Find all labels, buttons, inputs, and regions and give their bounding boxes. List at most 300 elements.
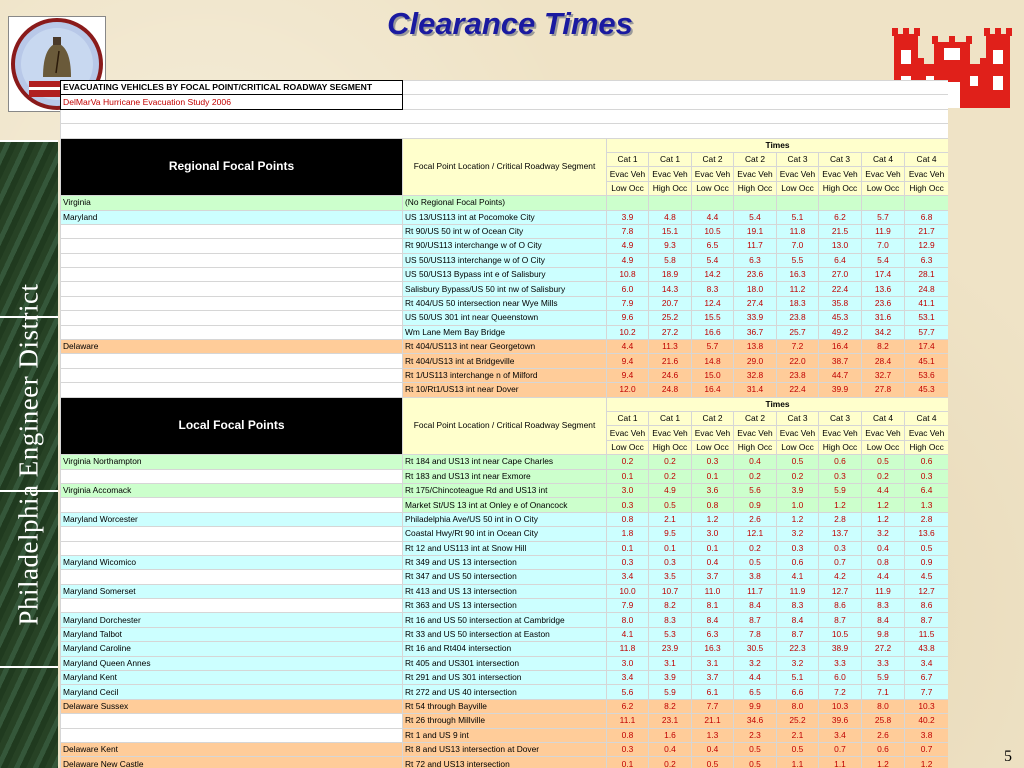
- region-cell: Delaware: [61, 340, 403, 354]
- empty-cell: [61, 124, 949, 138]
- column-header: Low Occ: [607, 440, 649, 454]
- column-header: Evac Veh: [905, 167, 949, 181]
- time-value-cell: 2.3: [734, 728, 777, 742]
- time-value-cell: 53.1: [905, 311, 949, 325]
- time-value-cell: 33.9: [734, 311, 777, 325]
- time-value-cell: 3.1: [692, 656, 734, 670]
- time-value-cell: 12.7: [819, 584, 862, 598]
- time-value-cell: 10.7: [649, 584, 692, 598]
- time-value-cell: 0.2: [649, 757, 692, 768]
- time-value-cell: 38.7: [819, 354, 862, 368]
- time-value-cell: 45.3: [905, 383, 949, 397]
- segment-cell: Rt 405 and US301 intersection: [403, 656, 607, 670]
- segment-cell: Rt 183 and US13 int near Exmore: [403, 469, 607, 483]
- section-heading: Regional Focal Points: [61, 138, 403, 196]
- column-header: Evac Veh: [819, 426, 862, 440]
- region-cell: [61, 268, 403, 282]
- table-row: [61, 757, 949, 768]
- time-value-cell: 9.4: [607, 354, 649, 368]
- time-value-cell: 12.0: [607, 383, 649, 397]
- time-value-cell: 23.6: [862, 296, 905, 310]
- time-value-cell: 6.2: [607, 699, 649, 713]
- region-cell: [61, 527, 403, 541]
- segment-cell: Rt 12 and US113 int at Snow Hill: [403, 541, 607, 555]
- time-value-cell: 13.0: [819, 239, 862, 253]
- time-value-cell: 34.6: [734, 714, 777, 728]
- empty-cell: [61, 109, 949, 123]
- time-value-cell: 0.6: [862, 742, 905, 756]
- time-value-cell: 45.3: [819, 311, 862, 325]
- table-row: [61, 383, 949, 397]
- time-value-cell: 10.8: [607, 268, 649, 282]
- time-value-cell: 15.0: [692, 368, 734, 382]
- region-cell: [61, 253, 403, 267]
- time-value-cell: 1.2: [692, 512, 734, 526]
- time-value-cell: 11.9: [862, 224, 905, 238]
- time-value-cell: 7.7: [692, 699, 734, 713]
- segment-cell: Rt 404/US 50 intersection near Wye Mills: [403, 296, 607, 310]
- time-value-cell: 0.4: [692, 742, 734, 756]
- time-value-cell: 3.3: [819, 656, 862, 670]
- time-value-cell: 0.5: [692, 757, 734, 768]
- time-value-cell: 24.8: [905, 282, 949, 296]
- time-value-cell: 4.4: [862, 483, 905, 497]
- table-row: [61, 282, 949, 296]
- time-value-cell: 3.4: [607, 671, 649, 685]
- time-value-cell: 0.2: [862, 469, 905, 483]
- column-header: Low Occ: [692, 181, 734, 195]
- region-cell: Maryland Cecil: [61, 685, 403, 699]
- segment-cell: Rt 90/US 50 int w of Ocean City: [403, 224, 607, 238]
- time-value-cell: 6.3: [692, 627, 734, 641]
- region-cell: [61, 296, 403, 310]
- column-header: Low Occ: [862, 440, 905, 454]
- time-value-cell: 0.9: [905, 555, 949, 569]
- table-row: [61, 253, 949, 267]
- time-value-cell: 6.8: [905, 210, 949, 224]
- segment-cell: Rt 272 and US 40 intersection: [403, 685, 607, 699]
- time-value-cell: 16.3: [777, 268, 819, 282]
- segment-column-header: Focal Point Location / Critical Roadway Segment: [403, 397, 607, 455]
- column-header: Evac Veh: [905, 426, 949, 440]
- time-value-cell: 2.6: [734, 512, 777, 526]
- time-value-cell: 13.6: [905, 527, 949, 541]
- table-row: [61, 512, 949, 526]
- time-value-cell: 9.6: [607, 311, 649, 325]
- time-value-cell: 0.1: [692, 469, 734, 483]
- table-row: [61, 728, 949, 742]
- time-value-cell: 41.1: [905, 296, 949, 310]
- column-header: Evac Veh: [862, 426, 905, 440]
- time-value-cell: 0.7: [819, 555, 862, 569]
- time-value-cell: 3.5: [649, 570, 692, 584]
- time-value-cell: [692, 196, 734, 210]
- segment-cell: Rt 1 and US 9 int: [403, 728, 607, 742]
- time-value-cell: 8.2: [649, 599, 692, 613]
- time-value-cell: 39.6: [819, 714, 862, 728]
- column-header: Cat 3: [819, 152, 862, 166]
- column-header: Low Occ: [607, 181, 649, 195]
- time-value-cell: 3.2: [777, 527, 819, 541]
- time-value-cell: 0.6: [819, 455, 862, 469]
- table-row: [61, 555, 949, 569]
- time-value-cell: 15.5: [692, 311, 734, 325]
- time-value-cell: 53.6: [905, 368, 949, 382]
- time-value-cell: 32.7: [862, 368, 905, 382]
- time-value-cell: 8.7: [905, 613, 949, 627]
- time-value-cell: 31.4: [734, 383, 777, 397]
- table-row: [61, 642, 949, 656]
- time-value-cell: 0.2: [649, 469, 692, 483]
- segment-cell: Coastal Hwy/Rt 90 int in Ocean City: [403, 527, 607, 541]
- segment-cell: Wm Lane Mem Bay Bridge: [403, 325, 607, 339]
- table-row: [61, 469, 949, 483]
- time-value-cell: 0.1: [607, 469, 649, 483]
- time-value-cell: 9.8: [862, 627, 905, 641]
- region-cell: Maryland Talbot: [61, 627, 403, 641]
- column-header: Evac Veh: [777, 426, 819, 440]
- segment-cell: Rt 404/US113 int near Georgetown: [403, 340, 607, 354]
- table-row: [61, 138, 949, 152]
- region-cell: [61, 570, 403, 584]
- table-row: [61, 685, 949, 699]
- time-value-cell: 22.0: [777, 354, 819, 368]
- time-value-cell: 45.1: [905, 354, 949, 368]
- time-value-cell: 5.9: [649, 685, 692, 699]
- time-value-cell: 30.5: [734, 642, 777, 656]
- table-row: [61, 714, 949, 728]
- sheet-subheading: DelMarVa Hurricane Evacuation Study 2006: [61, 95, 403, 109]
- time-value-cell: 3.2: [862, 527, 905, 541]
- time-value-cell: 25.8: [862, 714, 905, 728]
- time-value-cell: 35.8: [819, 296, 862, 310]
- column-header: Cat 2: [734, 411, 777, 425]
- column-header: Low Occ: [862, 181, 905, 195]
- time-value-cell: 0.5: [649, 498, 692, 512]
- time-value-cell: 27.2: [649, 325, 692, 339]
- time-value-cell: 20.7: [649, 296, 692, 310]
- column-header: Evac Veh: [777, 167, 819, 181]
- time-value-cell: 21.7: [905, 224, 949, 238]
- time-value-cell: 3.2: [734, 656, 777, 670]
- time-value-cell: 1.2: [777, 512, 819, 526]
- time-value-cell: 6.7: [905, 671, 949, 685]
- time-value-cell: 8.2: [862, 340, 905, 354]
- segment-cell: Rt 33 and US 50 intersection at Easton: [403, 627, 607, 641]
- time-value-cell: 18.3: [777, 296, 819, 310]
- time-value-cell: 12.7: [905, 584, 949, 598]
- time-value-cell: 0.7: [819, 742, 862, 756]
- time-value-cell: 6.2: [819, 210, 862, 224]
- segment-column-header: Focal Point Location / Critical Roadway Segment: [403, 138, 607, 196]
- time-value-cell: 3.8: [734, 570, 777, 584]
- time-value-cell: 7.9: [607, 296, 649, 310]
- segment-cell: Rt 10/Rt1/US13 int near Dover: [403, 383, 607, 397]
- time-value-cell: 10.5: [819, 627, 862, 641]
- time-value-cell: 3.3: [862, 656, 905, 670]
- time-value-cell: 5.4: [734, 210, 777, 224]
- sheet-heading: EVACUATING VEHICLES BY FOCAL POINT/CRITICAL ROADWAY SEGMENT: [61, 81, 403, 95]
- region-cell: Virginia Accomack: [61, 483, 403, 497]
- time-value-cell: 31.6: [862, 311, 905, 325]
- table-row: [61, 742, 949, 756]
- time-value-cell: 16.4: [692, 383, 734, 397]
- time-value-cell: 39.9: [819, 383, 862, 397]
- times-header: Times: [607, 397, 949, 411]
- time-value-cell: 7.0: [777, 239, 819, 253]
- segment-cell: Rt 26 through Millville: [403, 714, 607, 728]
- time-value-cell: 1.3: [905, 498, 949, 512]
- time-value-cell: 5.1: [777, 671, 819, 685]
- time-value-cell: 14.8: [692, 354, 734, 368]
- time-value-cell: 3.9: [777, 483, 819, 497]
- time-value-cell: 11.8: [607, 642, 649, 656]
- region-cell: [61, 224, 403, 238]
- empty-cell: [403, 95, 949, 109]
- time-value-cell: 0.7: [905, 742, 949, 756]
- time-value-cell: 6.5: [692, 239, 734, 253]
- time-value-cell: 6.4: [819, 253, 862, 267]
- time-value-cell: 7.8: [734, 627, 777, 641]
- time-value-cell: 4.8: [649, 210, 692, 224]
- time-value-cell: 24.6: [649, 368, 692, 382]
- time-value-cell: 11.5: [905, 627, 949, 641]
- time-value-cell: 23.6: [734, 268, 777, 282]
- time-value-cell: 8.3: [862, 599, 905, 613]
- table-row: [61, 527, 949, 541]
- column-header: Cat 4: [862, 411, 905, 425]
- time-value-cell: 0.9: [734, 498, 777, 512]
- time-value-cell: 27.4: [734, 296, 777, 310]
- page-number: 5: [1004, 748, 1012, 765]
- time-value-cell: 0.8: [607, 512, 649, 526]
- table-row: [61, 699, 949, 713]
- time-value-cell: 0.3: [607, 555, 649, 569]
- table-row: [61, 109, 949, 123]
- segment-cell: Rt 54 through Bayville: [403, 699, 607, 713]
- page-title: Clearance Times: [387, 6, 633, 41]
- time-value-cell: 8.3: [649, 613, 692, 627]
- column-header: Cat 2: [692, 152, 734, 166]
- time-value-cell: 7.8: [607, 224, 649, 238]
- column-header: Low Occ: [777, 440, 819, 454]
- time-value-cell: 7.2: [819, 685, 862, 699]
- time-value-cell: 3.9: [649, 671, 692, 685]
- time-value-cell: 1.2: [905, 757, 949, 768]
- time-value-cell: 0.3: [692, 455, 734, 469]
- column-header: High Occ: [649, 181, 692, 195]
- time-value-cell: 3.0: [607, 656, 649, 670]
- time-value-cell: 13.8: [734, 340, 777, 354]
- time-value-cell: 11.3: [649, 340, 692, 354]
- time-value-cell: 1.0: [777, 498, 819, 512]
- table-row: [61, 224, 949, 238]
- time-value-cell: 0.2: [649, 455, 692, 469]
- segment-cell: Rt 72 and US13 intersection: [403, 757, 607, 768]
- region-cell: Maryland Queen Annes: [61, 656, 403, 670]
- table-row: [61, 541, 949, 555]
- time-value-cell: 3.7: [692, 570, 734, 584]
- time-value-cell: 14.2: [692, 268, 734, 282]
- table-row: [61, 268, 949, 282]
- section-heading: Local Focal Points: [61, 397, 403, 455]
- time-value-cell: 11.0: [692, 584, 734, 598]
- time-value-cell: 7.7: [905, 685, 949, 699]
- column-header: Cat 4: [862, 152, 905, 166]
- time-value-cell: 7.1: [862, 685, 905, 699]
- time-value-cell: 6.3: [734, 253, 777, 267]
- time-value-cell: 1.2: [819, 498, 862, 512]
- time-value-cell: [777, 196, 819, 210]
- time-value-cell: 11.7: [734, 239, 777, 253]
- time-value-cell: 1.8: [607, 527, 649, 541]
- time-value-cell: 44.7: [819, 368, 862, 382]
- time-value-cell: 8.7: [734, 613, 777, 627]
- time-value-cell: 2.1: [777, 728, 819, 742]
- region-cell: [61, 368, 403, 382]
- time-value-cell: 11.8: [777, 224, 819, 238]
- time-value-cell: 5.7: [862, 210, 905, 224]
- time-value-cell: 0.3: [607, 742, 649, 756]
- time-value-cell: 2.1: [649, 512, 692, 526]
- time-value-cell: [607, 196, 649, 210]
- time-value-cell: 15.1: [649, 224, 692, 238]
- times-header: Times: [607, 138, 949, 152]
- table-row: [61, 627, 949, 641]
- time-value-cell: 0.4: [734, 455, 777, 469]
- region-cell: [61, 714, 403, 728]
- region-cell: [61, 498, 403, 512]
- column-header: Cat 1: [649, 411, 692, 425]
- segment-cell: Rt 16 and US 50 intersection at Cambridge: [403, 613, 607, 627]
- segment-cell: Rt 413 and US 13 intersection: [403, 584, 607, 598]
- time-value-cell: 11.9: [777, 584, 819, 598]
- time-value-cell: 0.2: [734, 469, 777, 483]
- time-value-cell: 3.4: [819, 728, 862, 742]
- time-value-cell: 0.1: [607, 757, 649, 768]
- region-cell: [61, 383, 403, 397]
- time-value-cell: 0.3: [777, 541, 819, 555]
- time-value-cell: 0.3: [819, 469, 862, 483]
- time-value-cell: 0.8: [607, 728, 649, 742]
- time-value-cell: 3.2: [777, 656, 819, 670]
- time-value-cell: 3.4: [607, 570, 649, 584]
- time-value-cell: 3.0: [692, 527, 734, 541]
- time-value-cell: 23.8: [777, 368, 819, 382]
- region-cell: Virginia: [61, 196, 403, 210]
- time-value-cell: 28.4: [862, 354, 905, 368]
- table-row: [61, 239, 949, 253]
- time-value-cell: 29.0: [734, 354, 777, 368]
- time-value-cell: 3.1: [649, 656, 692, 670]
- time-value-cell: 8.0: [777, 699, 819, 713]
- district-label: [0, 140, 58, 768]
- time-value-cell: 3.8: [905, 728, 949, 742]
- time-value-cell: 24.8: [649, 383, 692, 397]
- time-value-cell: 10.3: [819, 699, 862, 713]
- column-header: Cat 2: [692, 411, 734, 425]
- segment-cell: Rt 404/US13 int at Bridgeville: [403, 354, 607, 368]
- region-cell: Maryland Caroline: [61, 642, 403, 656]
- time-value-cell: 0.2: [607, 455, 649, 469]
- time-value-cell: 21.6: [649, 354, 692, 368]
- time-value-cell: 6.3: [905, 253, 949, 267]
- region-cell: [61, 469, 403, 483]
- segment-cell: Rt 90/US113 interchange w of O City: [403, 239, 607, 253]
- table-row: [61, 354, 949, 368]
- time-value-cell: 5.6: [734, 483, 777, 497]
- time-value-cell: 9.3: [649, 239, 692, 253]
- table-row: [61, 613, 949, 627]
- region-cell: Delaware New Castle: [61, 757, 403, 768]
- time-value-cell: 21.1: [692, 714, 734, 728]
- time-value-cell: 0.5: [905, 541, 949, 555]
- empty-cell: [403, 81, 949, 95]
- column-header: Evac Veh: [692, 426, 734, 440]
- time-value-cell: 8.7: [819, 613, 862, 627]
- time-value-cell: 8.0: [862, 699, 905, 713]
- table-row: [61, 196, 949, 210]
- time-value-cell: 10.3: [905, 699, 949, 713]
- time-value-cell: 28.1: [905, 268, 949, 282]
- time-value-cell: 4.4: [692, 210, 734, 224]
- column-header: Cat 3: [819, 411, 862, 425]
- time-value-cell: 4.9: [607, 253, 649, 267]
- time-value-cell: 4.9: [649, 483, 692, 497]
- column-header: Cat 1: [649, 152, 692, 166]
- region-cell: [61, 728, 403, 742]
- time-value-cell: 6.0: [819, 671, 862, 685]
- table-row: [61, 656, 949, 670]
- column-header: High Occ: [819, 440, 862, 454]
- region-cell: Maryland Worcester: [61, 512, 403, 526]
- time-value-cell: 2.6: [862, 728, 905, 742]
- time-value-cell: 8.3: [777, 599, 819, 613]
- time-value-cell: 5.5: [777, 253, 819, 267]
- time-value-cell: 18.9: [649, 268, 692, 282]
- time-value-cell: 22.4: [777, 383, 819, 397]
- time-value-cell: 0.5: [862, 455, 905, 469]
- column-header: Low Occ: [692, 440, 734, 454]
- segment-cell: Rt 363 and US 13 intersection: [403, 599, 607, 613]
- time-value-cell: 27.0: [819, 268, 862, 282]
- column-header: Cat 1: [607, 411, 649, 425]
- time-value-cell: [905, 196, 949, 210]
- time-value-cell: 0.1: [692, 541, 734, 555]
- time-value-cell: 0.3: [649, 555, 692, 569]
- time-value-cell: 0.6: [777, 555, 819, 569]
- table-row: [61, 81, 949, 95]
- column-header: High Occ: [649, 440, 692, 454]
- table-row: [61, 95, 949, 109]
- region-cell: Maryland Dorchester: [61, 613, 403, 627]
- table-row: [61, 124, 949, 138]
- time-value-cell: [862, 196, 905, 210]
- segment-cell: US 50/US13 Bypass int e of Salisbury: [403, 268, 607, 282]
- segment-cell: Rt 1/US113 interchange n of Milford: [403, 368, 607, 382]
- time-value-cell: 8.7: [777, 627, 819, 641]
- table-row: [61, 311, 949, 325]
- time-value-cell: 0.3: [819, 541, 862, 555]
- time-value-cell: 8.4: [777, 613, 819, 627]
- column-header: Evac Veh: [692, 167, 734, 181]
- time-value-cell: 1.3: [692, 728, 734, 742]
- time-value-cell: 2.8: [905, 512, 949, 526]
- time-value-cell: 1.1: [819, 757, 862, 768]
- column-header: Cat 3: [777, 152, 819, 166]
- table-row: [61, 483, 949, 497]
- region-cell: [61, 354, 403, 368]
